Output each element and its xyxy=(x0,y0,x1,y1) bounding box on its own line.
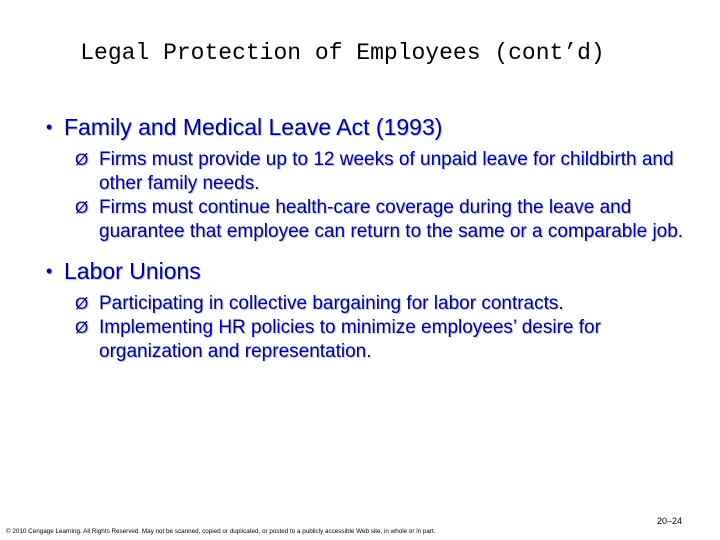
sub-item xyxy=(75,316,686,364)
bullet-icon: • xyxy=(46,117,53,137)
bullet-fmla xyxy=(46,112,686,142)
slide-title: Legal Protection of Employees (cont’d) xyxy=(80,40,605,66)
bullet-icon: • xyxy=(46,261,53,281)
bullet-labor-unions xyxy=(46,256,686,286)
arrow-bullet-icon: Ø xyxy=(75,150,89,169)
sub-item-text: Implementing HR policies to minimize employees’ desire for organization and representation. xyxy=(99,317,601,362)
page-number: 20–24 xyxy=(656,516,682,526)
bullet-text: Labor Unions xyxy=(64,258,201,284)
arrow-bullet-icon: Ø xyxy=(75,294,89,313)
sub-item xyxy=(75,148,686,196)
sub-list-labor-unions xyxy=(75,292,686,364)
arrow-bullet-icon: Ø xyxy=(75,318,89,337)
sub-item xyxy=(75,196,686,244)
sub-list-fmla xyxy=(75,148,686,244)
bullet-text: Family and Medical Leave Act (1993) xyxy=(64,114,443,140)
sub-item xyxy=(75,292,686,316)
sub-item-text: Participating in collective bargaining for labor contracts. xyxy=(99,293,564,314)
sub-item-text: Firms must provide up to 12 weeks of unpaid leave for childbirth and other family needs. xyxy=(99,149,674,194)
copyright-notice: © 2010 Cengage Learning. All Rights Reserved. May not be scanned, copied or duplicated, or posted to a publicly accessible Web site, in whole or in part. xyxy=(6,528,436,535)
slide-content xyxy=(46,112,686,364)
sub-item-text: Firms must continue health-care coverage during the leave and guarantee that employee can return to the same or a comparable job. xyxy=(99,197,684,242)
arrow-bullet-icon: Ø xyxy=(75,198,89,217)
